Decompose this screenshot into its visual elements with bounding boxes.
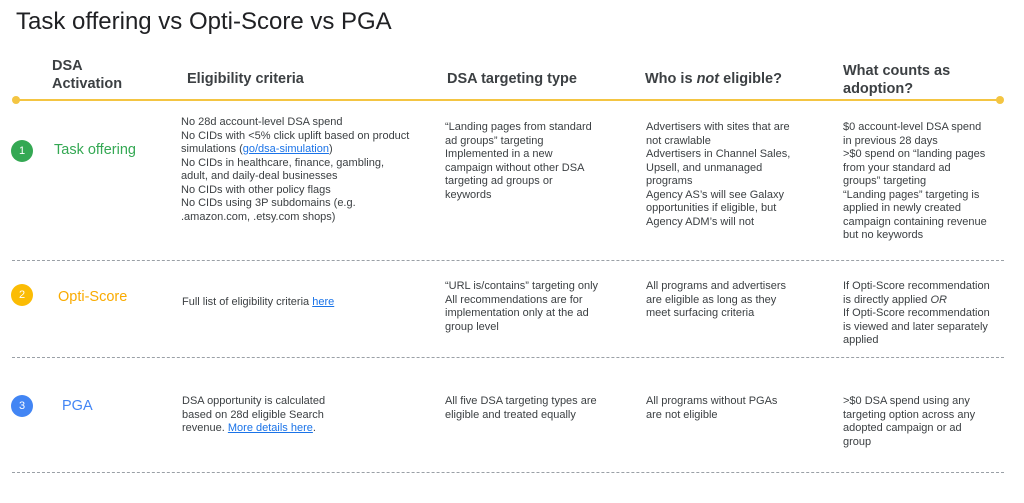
targeting-cell: All five DSA targeting types are eligible and treated equally [445, 395, 597, 421]
header-divider [18, 99, 1002, 101]
row-number-badge: 1 [11, 140, 33, 162]
divider-end-dot [996, 96, 1004, 104]
row-divider [12, 472, 1004, 473]
row-number-badge: 3 [11, 395, 33, 417]
header-eligibility: Eligibility criteria [187, 71, 304, 87]
not-eligible-cell: Advertisers with sites that are not crawlable Advertisers in Channel Sales, Upsell, and unmanaged programs Agency AS’s will see Galaxy opportunities if eligible, but Agency ADM’s will not [646, 121, 791, 228]
eligibility-here-link[interactable]: here [312, 296, 335, 308]
row-divider [12, 357, 1004, 358]
targeting-cell: “URL is/contains” targeting only All recommendations are for implementation only at the ad group level [445, 280, 599, 333]
eligibility-cell: DSA opportunity is calculated based on 28d eligible Search revenue. More details here. [182, 395, 326, 434]
row-divider [12, 260, 1004, 261]
adoption-cell: >$0 DSA spend using any targeting option across any adopted campaign or ad group [843, 395, 976, 448]
row-number-badge: 2 [11, 284, 33, 306]
divider-start-dot [12, 96, 20, 104]
eligibility-cell: Full list of eligibility criteria here [182, 296, 335, 308]
adoption-cell: If Opti-Score recommendation is directly applied OR If Opti-Score recommendation is viewed and later separately applied [843, 280, 990, 346]
more-details-link[interactable]: More details here [227, 422, 313, 434]
not-eligible-cell: All programs and advertisers are eligible as long as they meet surfacing criteria [646, 280, 787, 319]
header-adoption: What counts as adoption? [843, 63, 951, 97]
header-not-eligible: Who is not eligible? [645, 71, 782, 87]
row-name-task-offering: Task offering [54, 142, 136, 158]
header-targeting: DSA targeting type [447, 71, 577, 87]
row-name-pga: PGA [62, 398, 93, 414]
dsa-simulation-link[interactable]: go/dsa-simulation [242, 143, 329, 155]
header-dsa-activation: DSA Activation [52, 58, 123, 92]
adoption-cell: $0 account-level DSA spend in previous 28 days >$0 spend on “landing pages from your standard ad groups” targeting “Landing pages” targeting is applied in newly created campaign containing revenue but no keywords [843, 121, 987, 241]
eligibility-cell: No 28d account-level DSA spend No CIDs with <5% click uplift based on product simulations (go/dsa-simulation) No CIDs in healthcare, finance, gambling, adult, and daily-deal businesses No CIDs with other policy flags No CIDs using 3P subdomains (e.g. .amazon.com, .etsy.com shops) [181, 116, 410, 223]
targeting-cell: “Landing pages from standard ad groups” targeting Implemented in a new campaign without other DSA targeting ad groups or keywords [445, 121, 592, 201]
not-eligible-cell: All programs without PGAs are not eligible [646, 395, 778, 421]
row-name-opti-score: Opti-Score [58, 289, 128, 305]
page-title: Task offering vs Opti-Score vs PGA [16, 8, 392, 35]
